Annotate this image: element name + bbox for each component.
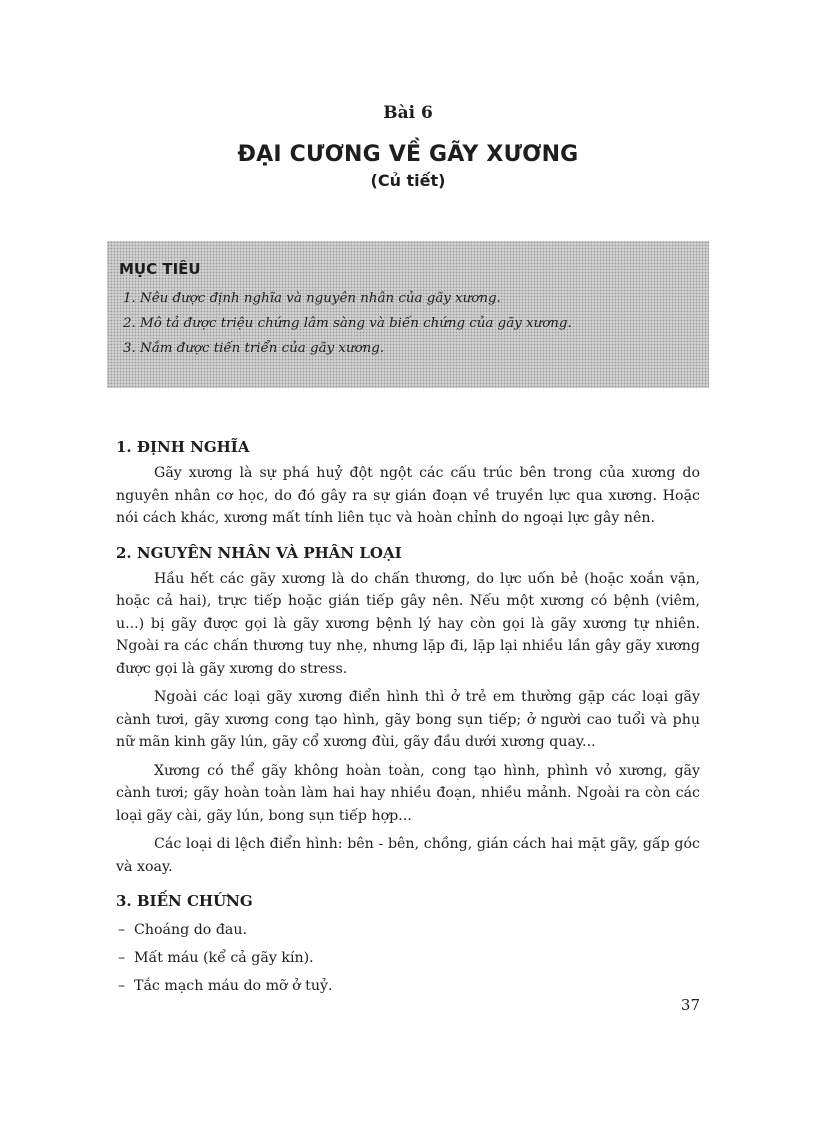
section-heading-causes: 2. NGUYÊN NHÂN VÀ PHÂN LOẠI [116, 543, 402, 562]
chapter-title: ĐẠI CƯƠNG VỀ GÃY XƯƠNG [237, 142, 579, 167]
list-item-text: Choáng do đau. [134, 922, 248, 938]
dash-bullet: – [118, 922, 126, 938]
paragraph: Gãy xương là sự phá huỷ đột ngột các cấu trúc bên trong của xương do nguyên nhân cơ học, do đó gây ra sự gián đoạn về truyền lực qua xương. Hoặc nói cách khác, xương mất tính liên tục và hoàn chỉnh do ngoại lực gây nên. [116, 465, 700, 526]
complications-list [116, 916, 700, 1000]
lesson-number: Bài 6 [383, 103, 433, 123]
list-item [116, 944, 700, 972]
paragraph: Các loại di lệch điển hình: bên - bên, chồng, gián cách hai mặt gãy, gấp góc và xoay. [116, 836, 700, 875]
objective-item: 3. Nắm được tiến triển của gãy xương. [123, 341, 385, 356]
objective-item: 1. Nêu được định nghĩa và nguyên nhân của gãy xương. [123, 291, 501, 306]
list-item [116, 916, 700, 944]
objectives-box [107, 241, 709, 388]
list-item-text: Mất máu (kể cả gãy kín). [134, 950, 314, 966]
paragraph: Hầu hết các gãy xương là do chấn thương, do lực uốn bẻ (hoặc xoắn vặn, hoặc cả hai), trực tiếp hoặc gián tiếp gây nên. Nếu một xương có bệnh (viêm, u...) bị gãy được gọi là gãy xương bệnh lý hay còn gọi là gãy xương tự nhiên. Ngoài ra các chấn thương tuy nhẹ, nhưng lặp đi, lặp lại nhiều lần gây gãy xương được gọi là gãy xương do stress. [116, 570, 700, 677]
chapter-subtitle: (Củ tiết) [370, 171, 446, 190]
dash-bullet: – [118, 978, 126, 994]
paragraph: Xương có thể gãy không hoàn toàn, cong tạo hình, phình vỏ xương, gãy cành tươi; gãy hoàn toàn làm hai hay nhiều đoạn, nhiều mảnh. Ngoài ra còn các loại gãy cài, gãy lún, bong sụn tiếp hợp... [116, 762, 700, 824]
objectives-list [119, 286, 697, 361]
objective-item: 2. Mô tả được triệu chứng lâm sàng và biến chứng của gãy xương. [123, 316, 572, 331]
main-content [116, 438, 700, 1000]
page-number: 37 [680, 996, 700, 1014]
objectives-heading: MỤC TIÊU [119, 260, 201, 278]
section-heading-complications: 3. BIẾN CHỨNG [116, 892, 253, 910]
paragraph: Ngoài các loại gãy xương điển hình thì ở trẻ em thường gặp các loại gãy cành tươi, gãy xương cong tạo hình, gãy bong sụn tiếp; ở người cao tuổi và phụ nữ mãn kinh gãy lún, gãy cổ xương đùi, gãy đầu dưới xương quay... [116, 689, 700, 750]
list-item-text: Tắc mạch máu do mỡ ở tuỷ. [134, 978, 333, 994]
list-item [116, 972, 700, 1000]
dash-bullet: – [118, 950, 126, 966]
section-heading-definition: 1. ĐỊNH NGHĨA [116, 438, 250, 456]
